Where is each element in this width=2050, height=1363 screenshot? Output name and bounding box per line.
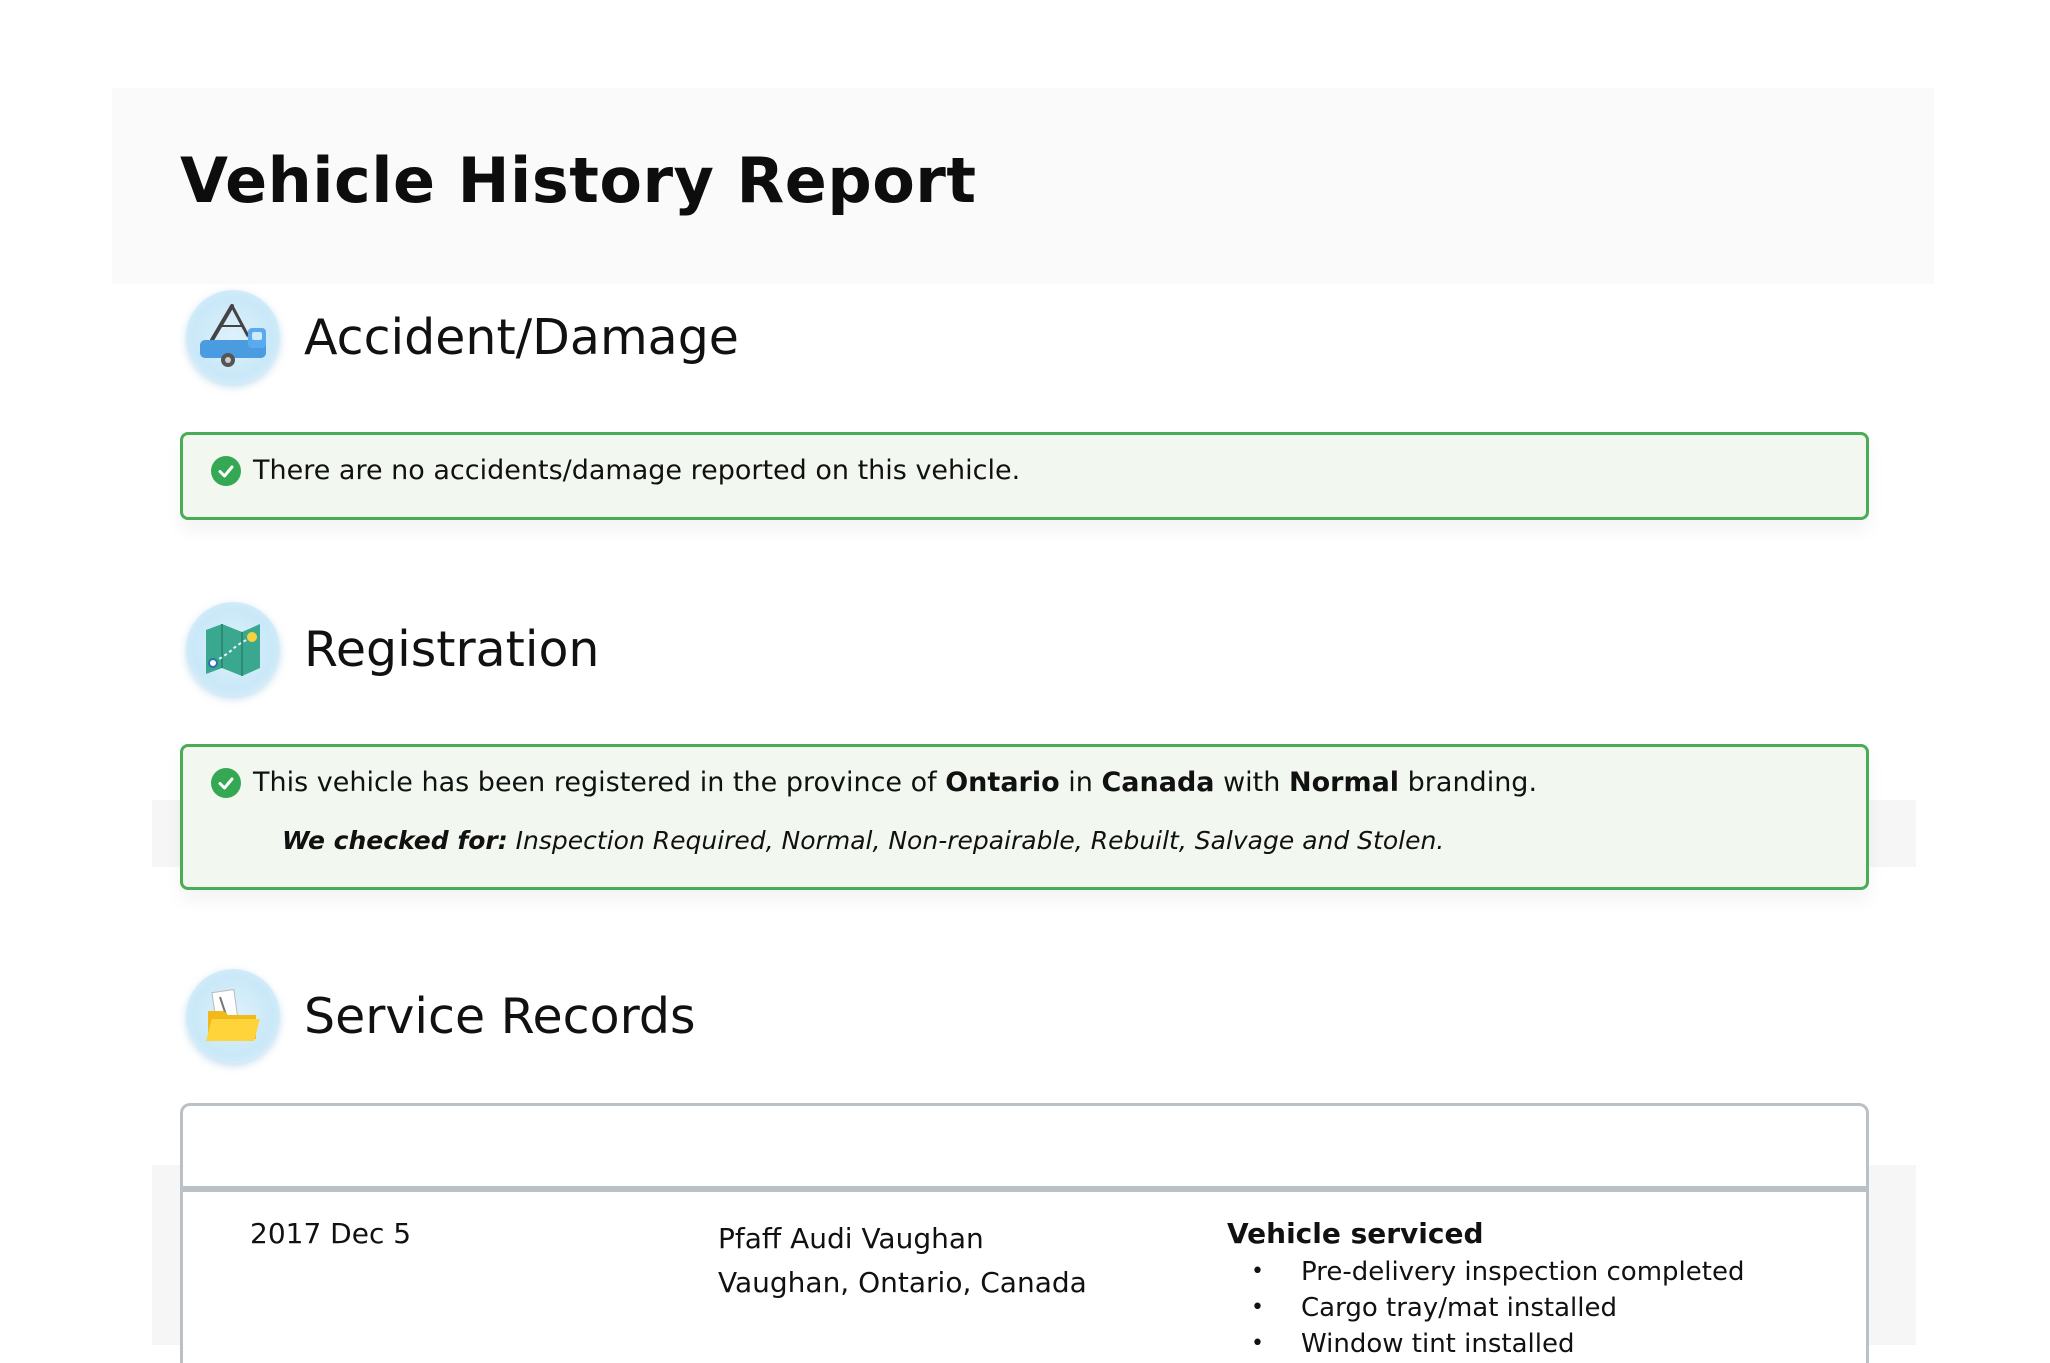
record-place: [718, 1217, 1087, 1305]
accident-status-box: [180, 432, 1869, 520]
record-place-name: Pfaff Audi Vaughan: [718, 1222, 984, 1255]
accident-status-line: [211, 455, 1866, 486]
section-service-header: [186, 966, 696, 1066]
record-date: 2017 Dec 5: [250, 1217, 412, 1250]
section-title-service: Service Records: [304, 987, 696, 1045]
section-accident-header: [186, 287, 739, 387]
registration-country: Canada: [1101, 767, 1215, 798]
check-circle-icon: [211, 456, 241, 486]
list-item: • Window tint installed: [1227, 1326, 1744, 1362]
registration-status-box: [180, 744, 1869, 890]
accident-message: There are no accidents/damage reported on this vehicle.: [253, 455, 1021, 486]
registration-checked-line: [282, 826, 1866, 855]
registration-province: Ontario: [945, 767, 1060, 798]
check-circle-icon: [211, 768, 241, 798]
page-title: Vehicle History Report: [180, 144, 977, 217]
registration-branding: Normal: [1288, 767, 1400, 798]
registration-message-in: in: [1068, 767, 1093, 798]
list-item: • Pre-delivery inspection completed: [1227, 1254, 1744, 1290]
registration-status-line: [211, 767, 1866, 798]
record-detail-list: [1227, 1254, 1744, 1362]
registration-message-suffix: branding.: [1407, 767, 1538, 798]
registration-message-with: with: [1223, 767, 1281, 798]
checked-list: Inspection Required, Normal, Non-repairable, Rebuilt, Salvage and Stolen.: [515, 826, 1445, 855]
service-records-table: [180, 1103, 1869, 1363]
tow-truck-icon: [186, 290, 280, 384]
record-place-location: Vaughan, Ontario, Canada: [718, 1266, 1087, 1299]
record-detail: [1227, 1217, 1744, 1362]
section-registration-header: [186, 599, 599, 699]
list-item: • Cargo tray/mat installed: [1227, 1290, 1744, 1326]
folder-icon: [186, 969, 280, 1063]
checked-label: We checked for:: [282, 826, 508, 855]
table-header-divider: [183, 1186, 1866, 1192]
section-title-registration: Registration: [304, 620, 600, 678]
section-title-accident: Accident/Damage: [304, 308, 739, 366]
registration-message: [253, 767, 1537, 798]
record-detail-title: Vehicle serviced: [1227, 1217, 1484, 1250]
map-icon: [186, 602, 280, 696]
registration-message-prefix: This vehicle has been registered in the province of: [253, 767, 937, 798]
